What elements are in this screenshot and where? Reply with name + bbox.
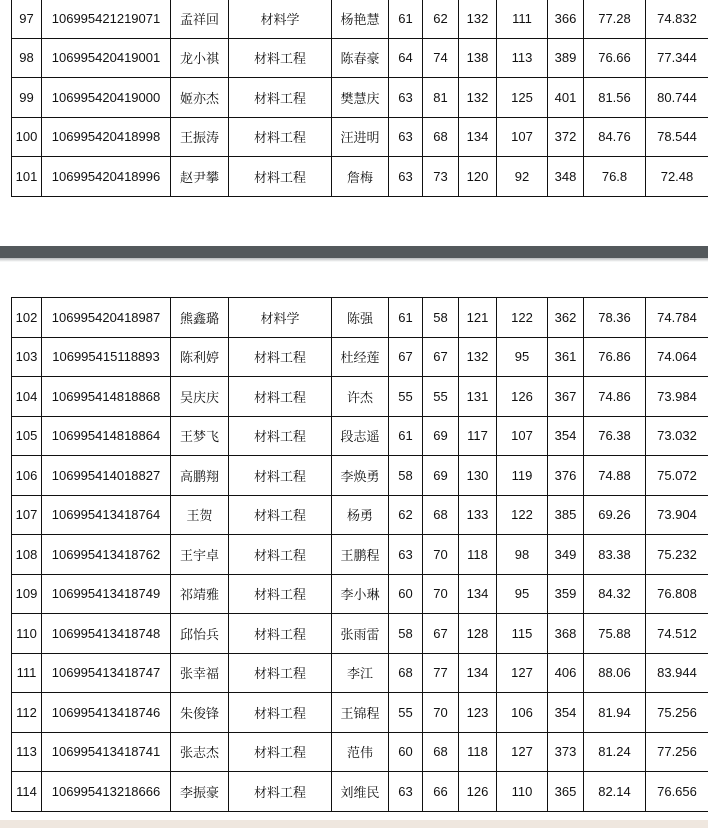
student-name-cell: 张志杰	[171, 732, 229, 772]
interview-score-cell: 74.88	[584, 456, 646, 496]
row-number-cell: 107	[12, 495, 42, 535]
score-english-cell: 69	[423, 416, 459, 456]
final-score-cell: 73.904	[646, 495, 708, 535]
score-politics-cell: 64	[389, 38, 423, 78]
score-politics-cell: 68	[389, 653, 423, 693]
score-subject2-cell: 95	[497, 574, 548, 614]
score-subject1-cell: 133	[459, 495, 497, 535]
major-cell: 材料工程	[229, 614, 332, 654]
supervisor-cell: 许杰	[332, 377, 389, 417]
score-english-cell: 81	[423, 78, 459, 118]
table-row	[12, 377, 708, 417]
score-table-bottom	[11, 297, 708, 812]
student-name-cell: 朱俊锋	[171, 693, 229, 733]
major-cell: 材料工程	[229, 772, 332, 812]
supervisor-cell: 詹梅	[332, 157, 389, 197]
score-english-cell: 67	[423, 614, 459, 654]
row-number-cell: 97	[12, 0, 42, 38]
score-politics-cell: 58	[389, 614, 423, 654]
row-number-cell: 110	[12, 614, 42, 654]
score-politics-cell: 60	[389, 732, 423, 772]
score-subject1-cell: 118	[459, 732, 497, 772]
student-name-cell: 高鹏翔	[171, 456, 229, 496]
table-row	[12, 495, 708, 535]
score-subject1-cell: 128	[459, 614, 497, 654]
total-score-cell: 401	[548, 78, 584, 118]
final-score-cell: 78.544	[646, 117, 708, 157]
supervisor-cell: 汪进明	[332, 117, 389, 157]
table-row	[12, 535, 708, 575]
score-subject1-cell: 123	[459, 693, 497, 733]
score-politics-cell: 63	[389, 772, 423, 812]
total-score-cell: 354	[548, 416, 584, 456]
exam-id-cell: 106995413418749	[42, 574, 171, 614]
major-cell: 材料工程	[229, 495, 332, 535]
score-english-cell: 62	[423, 0, 459, 38]
supervisor-cell: 杨艳慧	[332, 0, 389, 38]
supervisor-cell: 陈强	[332, 298, 389, 338]
interview-score-cell: 69.26	[584, 495, 646, 535]
major-cell: 材料工程	[229, 535, 332, 575]
major-cell: 材料工程	[229, 377, 332, 417]
score-subject1-cell: 134	[459, 574, 497, 614]
row-number-cell: 105	[12, 416, 42, 456]
total-score-cell: 373	[548, 732, 584, 772]
interview-score-cell: 75.88	[584, 614, 646, 654]
interview-score-cell: 76.86	[584, 337, 646, 377]
table-row	[12, 78, 708, 118]
student-name-cell: 邱怡兵	[171, 614, 229, 654]
table-row	[12, 117, 708, 157]
interview-score-cell: 81.56	[584, 78, 646, 118]
score-subject2-cell: 95	[497, 337, 548, 377]
exam-id-cell: 106995420418998	[42, 117, 171, 157]
interview-score-cell: 84.32	[584, 574, 646, 614]
exam-id-cell: 106995421219071	[42, 0, 171, 38]
exam-id-cell: 106995420418996	[42, 157, 171, 197]
exam-id-cell: 106995420419000	[42, 78, 171, 118]
final-score-cell: 77.344	[646, 38, 708, 78]
score-politics-cell: 61	[389, 416, 423, 456]
score-politics-cell: 63	[389, 157, 423, 197]
table-row	[12, 298, 708, 338]
interview-score-cell: 82.14	[584, 772, 646, 812]
row-number-cell: 98	[12, 38, 42, 78]
score-subject2-cell: 107	[497, 416, 548, 456]
student-name-cell: 赵尹攀	[171, 157, 229, 197]
score-subject2-cell: 111	[497, 0, 548, 38]
score-english-cell: 70	[423, 693, 459, 733]
document-page-bottom	[0, 262, 708, 820]
score-subject2-cell: 126	[497, 377, 548, 417]
score-subject2-cell: 98	[497, 535, 548, 575]
table-row	[12, 772, 708, 812]
total-score-cell: 368	[548, 614, 584, 654]
score-subject1-cell: 132	[459, 337, 497, 377]
score-subject1-cell: 132	[459, 78, 497, 118]
score-politics-cell: 63	[389, 78, 423, 118]
score-english-cell: 73	[423, 157, 459, 197]
score-subject1-cell: 121	[459, 298, 497, 338]
table-row	[12, 693, 708, 733]
row-number-cell: 99	[12, 78, 42, 118]
student-name-cell: 龙小祺	[171, 38, 229, 78]
major-cell: 材料工程	[229, 416, 332, 456]
score-english-cell: 77	[423, 653, 459, 693]
student-name-cell: 熊鑫璐	[171, 298, 229, 338]
exam-id-cell: 106995413418741	[42, 732, 171, 772]
score-subject1-cell: 134	[459, 653, 497, 693]
row-number-cell: 111	[12, 653, 42, 693]
score-politics-cell: 62	[389, 495, 423, 535]
total-score-cell: 365	[548, 772, 584, 812]
score-subject2-cell: 122	[497, 298, 548, 338]
table-row	[12, 38, 708, 78]
table-row	[12, 732, 708, 772]
final-score-cell: 72.48	[646, 157, 708, 197]
supervisor-cell: 段志遥	[332, 416, 389, 456]
supervisor-cell: 李江	[332, 653, 389, 693]
final-score-cell: 74.512	[646, 614, 708, 654]
score-politics-cell: 55	[389, 693, 423, 733]
total-score-cell: 361	[548, 337, 584, 377]
score-subject2-cell: 113	[497, 38, 548, 78]
score-subject2-cell: 107	[497, 117, 548, 157]
score-english-cell: 55	[423, 377, 459, 417]
score-subject1-cell: 117	[459, 416, 497, 456]
supervisor-cell: 李小琳	[332, 574, 389, 614]
supervisor-cell: 王鹏程	[332, 535, 389, 575]
row-number-cell: 114	[12, 772, 42, 812]
interview-score-cell: 74.86	[584, 377, 646, 417]
page-bottom-edge	[0, 820, 708, 828]
score-subject2-cell: 115	[497, 614, 548, 654]
final-score-cell: 73.984	[646, 377, 708, 417]
final-score-cell: 80.744	[646, 78, 708, 118]
row-number-cell: 106	[12, 456, 42, 496]
total-score-cell: 372	[548, 117, 584, 157]
row-number-cell: 104	[12, 377, 42, 417]
exam-id-cell: 106995414018827	[42, 456, 171, 496]
score-subject2-cell: 106	[497, 693, 548, 733]
interview-score-cell: 78.36	[584, 298, 646, 338]
score-english-cell: 68	[423, 495, 459, 535]
total-score-cell: 366	[548, 0, 584, 38]
major-cell: 材料学	[229, 0, 332, 38]
total-score-cell: 367	[548, 377, 584, 417]
supervisor-cell: 张雨雷	[332, 614, 389, 654]
score-subject1-cell: 120	[459, 157, 497, 197]
exam-id-cell: 106995414818868	[42, 377, 171, 417]
score-subject2-cell: 119	[497, 456, 548, 496]
row-number-cell: 109	[12, 574, 42, 614]
score-politics-cell: 60	[389, 574, 423, 614]
page-separator	[0, 246, 708, 258]
exam-id-cell: 106995420418987	[42, 298, 171, 338]
student-name-cell: 王贺	[171, 495, 229, 535]
row-number-cell: 100	[12, 117, 42, 157]
major-cell: 材料工程	[229, 38, 332, 78]
total-score-cell: 376	[548, 456, 584, 496]
final-score-cell: 76.656	[646, 772, 708, 812]
supervisor-cell: 李焕勇	[332, 456, 389, 496]
table-row	[12, 416, 708, 456]
student-name-cell: 王振涛	[171, 117, 229, 157]
interview-score-cell: 76.8	[584, 157, 646, 197]
final-score-cell: 75.232	[646, 535, 708, 575]
major-cell: 材料工程	[229, 117, 332, 157]
interview-score-cell: 76.66	[584, 38, 646, 78]
score-subject1-cell: 130	[459, 456, 497, 496]
score-english-cell: 68	[423, 732, 459, 772]
score-subject1-cell: 131	[459, 377, 497, 417]
row-number-cell: 113	[12, 732, 42, 772]
score-english-cell: 74	[423, 38, 459, 78]
total-score-cell: 406	[548, 653, 584, 693]
supervisor-cell: 樊慧庆	[332, 78, 389, 118]
score-subject1-cell: 126	[459, 772, 497, 812]
student-name-cell: 姬亦杰	[171, 78, 229, 118]
score-subject2-cell: 92	[497, 157, 548, 197]
score-subject2-cell: 122	[497, 495, 548, 535]
total-score-cell: 359	[548, 574, 584, 614]
score-subject1-cell: 132	[459, 0, 497, 38]
final-score-cell: 75.256	[646, 693, 708, 733]
exam-id-cell: 106995413418762	[42, 535, 171, 575]
score-english-cell: 70	[423, 535, 459, 575]
major-cell: 材料工程	[229, 337, 332, 377]
final-score-cell: 77.256	[646, 732, 708, 772]
student-name-cell: 吴庆庆	[171, 377, 229, 417]
score-table-top	[11, 0, 708, 197]
interview-score-cell: 81.94	[584, 693, 646, 733]
exam-id-cell: 106995414818864	[42, 416, 171, 456]
score-english-cell: 66	[423, 772, 459, 812]
student-name-cell: 张幸福	[171, 653, 229, 693]
interview-score-cell: 76.38	[584, 416, 646, 456]
row-number-cell: 103	[12, 337, 42, 377]
final-score-cell: 73.032	[646, 416, 708, 456]
row-number-cell: 102	[12, 298, 42, 338]
score-english-cell: 67	[423, 337, 459, 377]
table-row	[12, 456, 708, 496]
major-cell: 材料工程	[229, 693, 332, 733]
major-cell: 材料工程	[229, 157, 332, 197]
score-politics-cell: 61	[389, 298, 423, 338]
exam-id-cell: 106995413418746	[42, 693, 171, 733]
score-politics-cell: 63	[389, 535, 423, 575]
supervisor-cell: 杜经莲	[332, 337, 389, 377]
total-score-cell: 385	[548, 495, 584, 535]
score-politics-cell: 61	[389, 0, 423, 38]
table-row	[12, 653, 708, 693]
exam-id-cell: 106995413418748	[42, 614, 171, 654]
score-english-cell: 70	[423, 574, 459, 614]
supervisor-cell: 陈春豪	[332, 38, 389, 78]
score-politics-cell: 63	[389, 117, 423, 157]
final-score-cell: 83.944	[646, 653, 708, 693]
table-row	[12, 337, 708, 377]
major-cell: 材料学	[229, 298, 332, 338]
interview-score-cell: 81.24	[584, 732, 646, 772]
score-english-cell: 58	[423, 298, 459, 338]
student-name-cell: 李振豪	[171, 772, 229, 812]
supervisor-cell: 范伟	[332, 732, 389, 772]
row-number-cell: 101	[12, 157, 42, 197]
interview-score-cell: 77.28	[584, 0, 646, 38]
final-score-cell: 76.808	[646, 574, 708, 614]
final-score-cell: 74.784	[646, 298, 708, 338]
student-name-cell: 陈利婷	[171, 337, 229, 377]
exam-id-cell: 106995415118893	[42, 337, 171, 377]
table-row	[12, 0, 708, 38]
score-politics-cell: 58	[389, 456, 423, 496]
final-score-cell: 75.072	[646, 456, 708, 496]
student-name-cell: 祁靖雅	[171, 574, 229, 614]
score-subject2-cell: 110	[497, 772, 548, 812]
total-score-cell: 354	[548, 693, 584, 733]
score-politics-cell: 67	[389, 337, 423, 377]
supervisor-cell: 刘维民	[332, 772, 389, 812]
total-score-cell: 362	[548, 298, 584, 338]
exam-id-cell: 106995420419001	[42, 38, 171, 78]
exam-id-cell: 106995413418764	[42, 495, 171, 535]
major-cell: 材料工程	[229, 732, 332, 772]
score-english-cell: 69	[423, 456, 459, 496]
total-score-cell: 349	[548, 535, 584, 575]
student-name-cell: 王梦飞	[171, 416, 229, 456]
student-name-cell: 孟祥回	[171, 0, 229, 38]
final-score-cell: 74.832	[646, 0, 708, 38]
score-politics-cell: 55	[389, 377, 423, 417]
score-subject1-cell: 134	[459, 117, 497, 157]
major-cell: 材料工程	[229, 574, 332, 614]
total-score-cell: 389	[548, 38, 584, 78]
final-score-cell: 74.064	[646, 337, 708, 377]
score-subject1-cell: 118	[459, 535, 497, 575]
row-number-cell: 112	[12, 693, 42, 733]
row-number-cell: 108	[12, 535, 42, 575]
major-cell: 材料工程	[229, 78, 332, 118]
table-row	[12, 574, 708, 614]
interview-score-cell: 88.06	[584, 653, 646, 693]
score-subject2-cell: 127	[497, 732, 548, 772]
major-cell: 材料工程	[229, 456, 332, 496]
document-page-top	[0, 0, 708, 246]
score-english-cell: 68	[423, 117, 459, 157]
interview-score-cell: 84.76	[584, 117, 646, 157]
interview-score-cell: 83.38	[584, 535, 646, 575]
supervisor-cell: 杨勇	[332, 495, 389, 535]
exam-id-cell: 106995413418747	[42, 653, 171, 693]
major-cell: 材料工程	[229, 653, 332, 693]
student-name-cell: 王宇卓	[171, 535, 229, 575]
table-row	[12, 614, 708, 654]
score-subject2-cell: 127	[497, 653, 548, 693]
table-row	[12, 157, 708, 197]
total-score-cell: 348	[548, 157, 584, 197]
exam-id-cell: 106995413218666	[42, 772, 171, 812]
score-subject2-cell: 125	[497, 78, 548, 118]
score-subject1-cell: 138	[459, 38, 497, 78]
supervisor-cell: 王锦程	[332, 693, 389, 733]
